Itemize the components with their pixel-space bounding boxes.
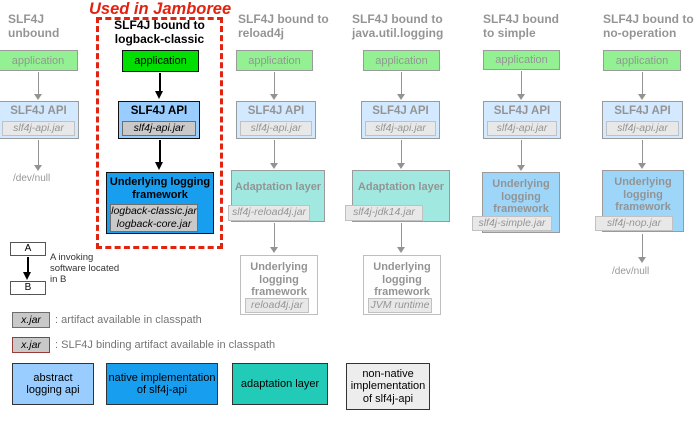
legend-box-b: B (10, 281, 46, 295)
title-line: SLF4J (8, 12, 45, 26)
title-line: SLF4J bound to (114, 18, 205, 32)
underlying-framework-box (363, 255, 441, 315)
framework-label-line: Underlying (614, 176, 672, 188)
arrow-down-icon (397, 223, 406, 253)
jar-badge: slf4j-nop.jar (595, 216, 673, 231)
application-label: application (248, 54, 301, 67)
slf4j-api-box (361, 101, 440, 139)
slf4j-api-label: SLF4J API (10, 105, 67, 117)
slf4j-api-label: SLF4J API (247, 105, 305, 117)
arrow-down-icon (638, 72, 647, 100)
column-unbound-title (8, 13, 59, 40)
arrow-down-icon (270, 140, 279, 169)
arrow-down-icon (638, 140, 647, 169)
arrow-down-icon (270, 223, 279, 253)
dev-null-label: /dev/null (13, 173, 51, 184)
framework-label-line: framework (493, 203, 549, 215)
framework-label-line: framework (615, 201, 671, 213)
classpath-jar-badge: x.jar (12, 312, 50, 328)
adaptation-layer-label: Adaptation layer (357, 181, 445, 193)
jar-badge: slf4j-api.jar (122, 121, 196, 136)
application-label: application (375, 54, 428, 67)
slf4j-api-box (0, 101, 79, 139)
title-line: SLF4J bound to (238, 12, 329, 26)
key-label-line: implementation (350, 380, 426, 393)
application-box (122, 50, 199, 72)
column-simple-title (483, 13, 559, 40)
adaptation-layer-label: Adaptation layer (234, 181, 322, 193)
framework-label-line: logging (382, 273, 422, 286)
application-box (363, 50, 440, 71)
framework-label-line: framework (251, 286, 307, 298)
jamboree-headline: Used in Jamboree (89, 0, 232, 18)
title-line: logback-classic (114, 31, 205, 46)
title-line: SLF4J bound (483, 12, 559, 26)
framework-label-line: Underlying (373, 261, 431, 273)
jar-badge (110, 204, 198, 232)
legend-invoke-caption (50, 252, 119, 285)
key-native-implementation (106, 363, 218, 405)
dev-null-label: /dev/null (612, 266, 650, 277)
arrow-down-icon (34, 72, 43, 100)
arrow-down-icon (517, 140, 526, 171)
classpath-jar-caption: : artifact available in classpath (55, 314, 202, 326)
slf4j-api-box (602, 101, 683, 139)
key-label-line: non-native (362, 367, 414, 380)
title-line: SLF4J bound to (603, 12, 694, 26)
jar-badge: slf4j-api.jar (2, 121, 75, 136)
caption-line: A invoking (50, 252, 94, 263)
key-adaptation-layer (232, 363, 328, 405)
key-label-line: of slf4j-api (362, 392, 414, 405)
key-label-line: native implementation (108, 371, 216, 384)
arrow-down-icon (397, 72, 406, 100)
slf4j-api-box (483, 101, 561, 139)
title-line: no-operation (603, 25, 677, 40)
column-logback-title (96, 19, 223, 46)
column-nop-title (603, 13, 694, 40)
column-reload4j-title (238, 13, 329, 40)
slf4j-api-label: SLF4J API (493, 105, 551, 117)
arrow-down-icon (638, 234, 647, 263)
arrow-down-icon (23, 257, 32, 280)
legend-box-a: A (10, 242, 46, 256)
arrow-down-icon (34, 140, 43, 171)
binding-jar-badge: x.jar (12, 337, 50, 353)
framework-label-line: logging (623, 188, 663, 201)
key-label-line: of slf4j-api (136, 384, 188, 396)
application-box (603, 50, 681, 71)
jar-badge: slf4j-jdk14.jar (345, 205, 423, 221)
column-jul-title (352, 13, 443, 40)
slf4j-api-box (236, 101, 316, 139)
application-label: application (495, 54, 548, 66)
title-line: reload4j (238, 25, 285, 40)
arrow-down-icon (270, 72, 279, 100)
title-line: java.util.logging (352, 25, 444, 40)
framework-label-line: framework (132, 189, 188, 201)
underlying-framework-box (240, 255, 318, 315)
jar-badge: JVM runtime (368, 298, 432, 313)
application-box (483, 50, 560, 70)
binding-jar-caption: : SLF4J binding artifact available in classpath (55, 339, 276, 351)
framework-label-line: Underlying (492, 178, 550, 190)
jar-badge: slf4j-simple.jar (472, 216, 552, 231)
arrow-down-icon (155, 140, 164, 170)
arrow-down-icon (397, 140, 406, 169)
slf4j-api-label: SLF4J API (614, 105, 671, 117)
jar-badge: reload4j.jar (245, 298, 309, 313)
application-box (0, 50, 78, 71)
jar-badge: slf4j-api.jar (365, 121, 436, 136)
key-abstract-logging-api (12, 363, 94, 405)
title-line: to simple (483, 25, 536, 40)
slf4j-api-label: SLF4J API (130, 105, 188, 117)
jar-line: logback-core.jar (116, 218, 192, 230)
key-label-line: logging api (26, 384, 80, 396)
framework-label-line: logging (501, 190, 541, 203)
jar-badge: slf4j-reload4j.jar (228, 205, 310, 221)
framework-label-line: logging (259, 273, 299, 286)
arrow-down-icon (517, 71, 526, 100)
underlying-framework-box (106, 172, 214, 234)
key-label-line: adaptation layer (240, 377, 320, 390)
title-line: unbound (8, 25, 60, 40)
title-line: SLF4J bound to (352, 12, 443, 26)
key-label-line: abstract (33, 371, 73, 384)
caption-line: software located (50, 263, 120, 274)
application-label: application (134, 55, 187, 67)
caption-line: in B (50, 274, 67, 285)
jar-badge: slf4j-api.jar (240, 121, 312, 136)
arrow-down-icon (155, 73, 164, 99)
framework-label-line: Underlying (250, 261, 308, 273)
framework-label-line: framework (374, 286, 430, 298)
application-box (236, 50, 313, 71)
framework-label-line: Underlying logging (109, 176, 211, 188)
jar-line: logback-classic.jar (111, 205, 197, 217)
jar-badge: slf4j-api.jar (487, 121, 557, 136)
slf4j-api-box (118, 101, 200, 139)
jar-badge: slf4j-api.jar (606, 121, 679, 136)
application-label: application (615, 54, 669, 67)
key-nonnative-implementation (346, 363, 430, 410)
application-label: application (11, 54, 65, 67)
slf4j-api-label: SLF4J API (372, 105, 429, 117)
